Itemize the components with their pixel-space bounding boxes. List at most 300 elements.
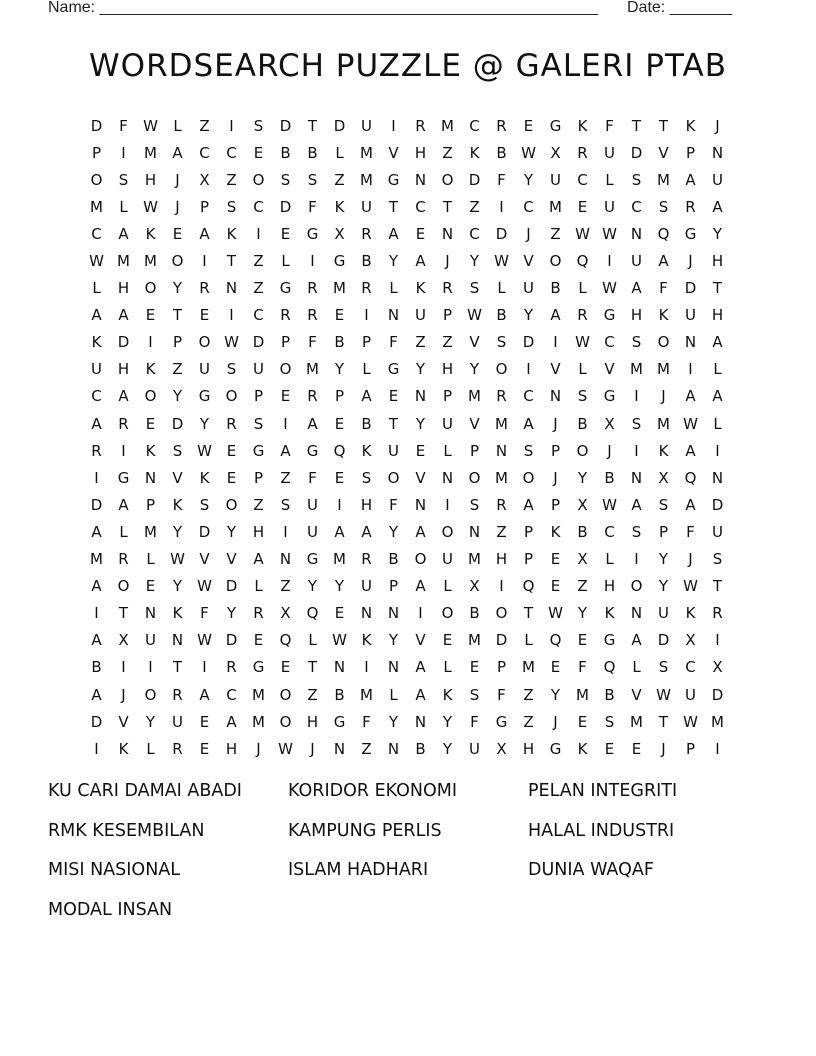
- grid-letter: I: [94, 739, 99, 758]
- grid-letter: P: [199, 197, 210, 216]
- grid-letter: L: [146, 739, 155, 758]
- grid-letter: P: [685, 739, 696, 758]
- grid-letter: N: [414, 170, 427, 189]
- grid-letter: L: [578, 279, 587, 298]
- grid-letter: Y: [442, 739, 453, 758]
- grid-letter: N: [333, 658, 346, 677]
- grid-letter: Q: [576, 252, 589, 271]
- grid-letter: D: [522, 333, 535, 352]
- grid-letter: N: [144, 604, 157, 623]
- grid-letter: A: [91, 522, 102, 541]
- grid-letter: S: [496, 333, 507, 352]
- grid-letter: A: [685, 441, 696, 460]
- name-field: Name: ________________________________________________________: [48, 0, 598, 16]
- grid-letter: M: [549, 197, 562, 216]
- grid-letter: B: [307, 143, 318, 162]
- grid-letter: H: [630, 306, 643, 325]
- grid-letter: Y: [415, 414, 426, 433]
- grid-letter: D: [333, 116, 346, 135]
- grid-letter: K: [145, 360, 156, 379]
- grid-letter: M: [630, 712, 643, 731]
- grid-letter: I: [715, 631, 720, 650]
- grid-letter: L: [335, 143, 344, 162]
- grid-letter: E: [334, 414, 345, 433]
- grid-letter: F: [578, 658, 587, 677]
- grid-letter: E: [280, 658, 291, 677]
- grid-letter: U: [361, 577, 372, 596]
- grid-letter: K: [604, 604, 615, 623]
- grid-letter: B: [496, 143, 507, 162]
- grid-letter: A: [91, 414, 102, 433]
- grid-letter: X: [712, 658, 723, 677]
- grid-letter: P: [91, 143, 102, 162]
- grid-letter: P: [523, 522, 534, 541]
- grid-letter: Z: [280, 577, 291, 596]
- grid-letter: K: [145, 441, 156, 460]
- grid-letter: J: [175, 197, 180, 216]
- grid-letter: R: [172, 739, 183, 758]
- grid-letter: Y: [172, 522, 183, 541]
- grid-letter: T: [307, 116, 318, 135]
- grid-letter: F: [308, 333, 317, 352]
- grid-letter: R: [307, 279, 318, 298]
- grid-letter: Q: [333, 441, 346, 460]
- grid-letter: A: [415, 658, 426, 677]
- grid-letter: L: [605, 550, 614, 569]
- grid-letter: Q: [603, 658, 616, 677]
- grid-letter: G: [333, 712, 346, 731]
- grid-letter: A: [712, 387, 723, 406]
- grid-letter: T: [712, 577, 723, 596]
- grid-letter: P: [469, 441, 480, 460]
- grid-letter: W: [224, 333, 239, 352]
- grid-letter: S: [469, 279, 480, 298]
- grid-letter: J: [256, 739, 261, 758]
- grid-letter: I: [283, 414, 288, 433]
- grid-letter: N: [441, 468, 454, 487]
- grid-letter: K: [361, 441, 372, 460]
- grid-letter: N: [171, 631, 184, 650]
- grid-letter: R: [91, 441, 102, 460]
- grid-letter: K: [577, 739, 588, 758]
- grid-letter: A: [361, 522, 372, 541]
- grid-letter: J: [553, 468, 558, 487]
- grid-letter: N: [225, 279, 238, 298]
- grid-letter: Z: [199, 116, 210, 135]
- grid-letter: C: [226, 143, 237, 162]
- grid-letter: I: [391, 116, 396, 135]
- grid-letter: O: [144, 279, 157, 298]
- grid-letter: I: [553, 333, 558, 352]
- grid-letter: K: [118, 739, 129, 758]
- grid-letter: A: [658, 252, 669, 271]
- grid-letter: N: [495, 441, 508, 460]
- grid-letter: O: [630, 577, 643, 596]
- grid-letter: N: [414, 495, 427, 514]
- grid-letter: K: [199, 468, 210, 487]
- grid-letter: A: [712, 197, 723, 216]
- grid-letter: B: [280, 143, 291, 162]
- grid-letter: F: [659, 279, 668, 298]
- grid-letter: S: [361, 468, 372, 487]
- grid-letter: S: [199, 495, 210, 514]
- grid-letter: S: [631, 170, 642, 189]
- grid-letter: J: [715, 116, 720, 135]
- grid-letter: M: [630, 360, 643, 379]
- grid-letter: F: [119, 116, 128, 135]
- grid-letter: M: [360, 685, 373, 704]
- grid-letter: B: [604, 685, 615, 704]
- grid-letter: P: [145, 495, 156, 514]
- grid-letter: H: [144, 170, 157, 189]
- grid-letter: U: [658, 604, 669, 623]
- grid-letter: A: [280, 441, 291, 460]
- grid-letter: V: [469, 333, 480, 352]
- grid-letter: I: [499, 577, 504, 596]
- grid-letter: M: [657, 170, 670, 189]
- grid-letter: J: [688, 252, 693, 271]
- grid-letter: Q: [306, 604, 319, 623]
- grid-letter: A: [631, 279, 642, 298]
- grid-letter: I: [418, 604, 423, 623]
- date-field: Date: _______: [627, 0, 732, 16]
- grid-letter: Y: [145, 712, 156, 731]
- grid-letter: R: [361, 224, 372, 243]
- grid-letter: L: [713, 414, 722, 433]
- grid-letter: B: [388, 550, 399, 569]
- grid-letter: W: [683, 414, 698, 433]
- grid-letter: H: [117, 279, 130, 298]
- grid-letter: A: [226, 712, 237, 731]
- grid-letter: U: [415, 306, 426, 325]
- grid-letter: P: [388, 577, 399, 596]
- grid-letter: B: [334, 685, 345, 704]
- grid-letter: O: [279, 685, 292, 704]
- grid-letter: K: [415, 279, 426, 298]
- grid-letter: E: [604, 739, 615, 758]
- grid-letter: I: [634, 441, 639, 460]
- grid-letter: S: [280, 170, 291, 189]
- grid-letter: D: [90, 116, 103, 135]
- grid-letter: A: [523, 495, 534, 514]
- grid-letter: U: [442, 414, 453, 433]
- grid-letter: P: [442, 387, 453, 406]
- grid-letter: C: [523, 387, 534, 406]
- grid-letter: O: [387, 468, 400, 487]
- grid-letter: Q: [522, 577, 535, 596]
- grid-letter: A: [388, 224, 399, 243]
- grid-letter: Y: [307, 577, 318, 596]
- grid-letter: S: [631, 414, 642, 433]
- grid-letter: Q: [684, 468, 697, 487]
- page-title: WORDSEARCH PUZZLE @ GALERI PTAB: [89, 48, 727, 84]
- grid-letter: R: [226, 414, 237, 433]
- grid-letter: O: [252, 170, 265, 189]
- grid-letter: G: [549, 739, 562, 758]
- grid-letter: D: [711, 685, 724, 704]
- grid-letter: T: [442, 197, 453, 216]
- grid-letter: U: [631, 252, 642, 271]
- grid-letter: W: [467, 306, 482, 325]
- grid-letter: V: [415, 468, 426, 487]
- grid-letter: E: [199, 712, 210, 731]
- grid-letter: A: [361, 387, 372, 406]
- grid-letter: Y: [469, 252, 480, 271]
- grid-letter: W: [197, 441, 212, 460]
- grid-letter: X: [118, 631, 129, 650]
- grid-letter: I: [229, 116, 234, 135]
- grid-letter: A: [685, 170, 696, 189]
- grid-letter: H: [252, 522, 265, 541]
- grid-letter: I: [121, 143, 126, 162]
- grid-letter: P: [523, 550, 534, 569]
- grid-letter: C: [253, 197, 264, 216]
- grid-letter: M: [90, 197, 103, 216]
- grid-letter: S: [658, 658, 669, 677]
- grid-letter: P: [361, 333, 372, 352]
- grid-letter: A: [199, 224, 210, 243]
- grid-letter: B: [496, 306, 507, 325]
- grid-letter: W: [683, 577, 698, 596]
- grid-letter: Y: [523, 306, 534, 325]
- grid-letter: P: [253, 468, 264, 487]
- grid-letter: N: [144, 468, 157, 487]
- grid-letter: S: [469, 685, 480, 704]
- word-list-item: RMK KESEMBILAN: [48, 820, 205, 841]
- grid-letter: P: [550, 441, 561, 460]
- grid-letter: R: [199, 279, 210, 298]
- grid-letter: M: [468, 550, 481, 569]
- grid-letter: F: [308, 468, 317, 487]
- grid-letter: E: [577, 631, 588, 650]
- word-list-item: DUNIA WAQAF: [528, 860, 654, 880]
- grid-letter: U: [685, 306, 696, 325]
- grid-letter: Y: [550, 685, 561, 704]
- grid-letter: N: [549, 387, 562, 406]
- grid-letter: T: [226, 252, 237, 271]
- grid-letter: L: [146, 550, 155, 569]
- grid-letter: O: [549, 252, 562, 271]
- grid-letter: A: [631, 495, 642, 514]
- grid-letter: I: [94, 604, 99, 623]
- grid-letter: G: [603, 387, 616, 406]
- grid-letter: D: [630, 143, 643, 162]
- grid-letter: Q: [279, 631, 292, 650]
- grid-letter: Y: [658, 577, 669, 596]
- grid-letter: E: [253, 631, 264, 650]
- grid-letter: Z: [253, 252, 264, 271]
- grid-letter: Y: [334, 577, 345, 596]
- grid-letter: X: [199, 170, 210, 189]
- grid-letter: Y: [226, 604, 237, 623]
- grid-letter: H: [414, 143, 427, 162]
- word-list-item: MISI NASIONAL: [48, 860, 181, 880]
- grid-letter: P: [442, 306, 453, 325]
- grid-letter: V: [172, 468, 183, 487]
- grid-letter: Z: [442, 143, 453, 162]
- grid-letter: S: [280, 495, 291, 514]
- grid-letter: W: [575, 333, 590, 352]
- grid-letter: N: [414, 387, 427, 406]
- grid-letter: H: [360, 495, 373, 514]
- grid-letter: G: [306, 441, 319, 460]
- grid-letter: X: [280, 604, 291, 623]
- grid-letter: J: [310, 739, 315, 758]
- grid-letter: S: [307, 170, 318, 189]
- grid-letter: L: [362, 360, 371, 379]
- grid-letter: L: [308, 631, 317, 650]
- grid-letter: D: [90, 495, 103, 514]
- grid-letter: U: [550, 170, 561, 189]
- grid-letter: N: [414, 712, 427, 731]
- grid-letter: O: [468, 468, 481, 487]
- grid-letter: P: [550, 495, 561, 514]
- grid-letter: O: [144, 685, 157, 704]
- grid-letter: A: [91, 685, 102, 704]
- grid-letter: U: [361, 116, 372, 135]
- grid-letter: E: [577, 197, 588, 216]
- grid-letter: S: [469, 495, 480, 514]
- grid-letter: N: [630, 604, 643, 623]
- grid-letter: X: [604, 414, 615, 433]
- grid-letter: W: [602, 279, 617, 298]
- grid-letter: A: [91, 631, 102, 650]
- grid-letter: L: [632, 658, 641, 677]
- grid-letter: M: [441, 116, 454, 135]
- grid-letter: R: [361, 550, 372, 569]
- grid-letter: K: [658, 441, 669, 460]
- grid-letter: U: [388, 441, 399, 460]
- grid-letter: K: [361, 631, 372, 650]
- grid-letter: U: [712, 170, 723, 189]
- grid-letter: O: [90, 170, 103, 189]
- grid-letter: U: [469, 739, 480, 758]
- grid-letter: M: [360, 143, 373, 162]
- grid-letter: C: [577, 170, 588, 189]
- grid-letter: U: [307, 495, 318, 514]
- grid-letter: Y: [334, 360, 345, 379]
- grid-letter: I: [283, 522, 288, 541]
- grid-letter: N: [630, 224, 643, 243]
- grid-letter: G: [603, 306, 616, 325]
- grid-letter: W: [602, 224, 617, 243]
- grid-letter: D: [468, 170, 481, 189]
- grid-letter: T: [631, 116, 642, 135]
- grid-letter: I: [634, 387, 639, 406]
- grid-letter: W: [89, 252, 104, 271]
- grid-letter: L: [254, 577, 263, 596]
- grid-letter: I: [607, 252, 612, 271]
- grid-letter: X: [496, 739, 507, 758]
- grid-letter: W: [521, 143, 536, 162]
- grid-letter: I: [202, 252, 207, 271]
- grid-letter: G: [306, 550, 319, 569]
- grid-letter: Z: [577, 577, 588, 596]
- grid-letter: J: [526, 224, 531, 243]
- grid-letter: L: [578, 360, 587, 379]
- grid-letter: U: [604, 143, 615, 162]
- grid-letter: A: [523, 414, 534, 433]
- grid-letter: I: [526, 360, 531, 379]
- grid-letter: V: [199, 550, 210, 569]
- grid-letter: E: [334, 468, 345, 487]
- grid-letter: G: [306, 224, 319, 243]
- grid-letter: E: [145, 577, 156, 596]
- grid-letter: C: [415, 197, 426, 216]
- grid-letter: P: [280, 333, 291, 352]
- grid-letter: A: [172, 143, 183, 162]
- grid-letter: X: [685, 631, 696, 650]
- grid-letter: O: [117, 577, 130, 596]
- grid-letter: U: [685, 685, 696, 704]
- grid-letter: A: [415, 685, 426, 704]
- grid-letter: P: [496, 658, 507, 677]
- grid-letter: A: [415, 252, 426, 271]
- grid-letter: Y: [388, 252, 399, 271]
- grid-letter: A: [685, 387, 696, 406]
- grid-letter: J: [661, 739, 666, 758]
- grid-letter: M: [333, 279, 346, 298]
- grid-letter: O: [495, 360, 508, 379]
- grid-letter: T: [307, 658, 318, 677]
- grid-letter: W: [278, 739, 293, 758]
- grid-letter: G: [279, 279, 292, 298]
- grid-letter: C: [469, 116, 480, 135]
- grid-letter: S: [712, 550, 723, 569]
- grid-letter: X: [469, 577, 480, 596]
- grid-letter: C: [226, 685, 237, 704]
- grid-letter: Y: [712, 224, 723, 243]
- grid-letter: E: [442, 631, 453, 650]
- grid-letter: M: [90, 550, 103, 569]
- grid-letter: B: [550, 279, 561, 298]
- grid-letter: E: [334, 604, 345, 623]
- grid-letter: M: [117, 252, 130, 271]
- grid-letter: N: [684, 333, 697, 352]
- grid-letter: E: [415, 441, 426, 460]
- grid-letter: E: [550, 577, 561, 596]
- grid-letter: B: [361, 414, 372, 433]
- grid-letter: P: [334, 387, 345, 406]
- grid-letter: P: [172, 333, 183, 352]
- grid-letter: G: [198, 387, 211, 406]
- grid-letter: I: [688, 360, 693, 379]
- grid-letter: V: [118, 712, 129, 731]
- grid-letter: A: [550, 306, 561, 325]
- grid-letter: C: [523, 197, 534, 216]
- grid-letter: W: [332, 631, 347, 650]
- grid-letter: E: [334, 306, 345, 325]
- grid-letter: A: [91, 306, 102, 325]
- grid-letter: L: [389, 279, 398, 298]
- grid-letter: I: [256, 224, 261, 243]
- grid-letter: C: [469, 224, 480, 243]
- grid-letter: X: [577, 550, 588, 569]
- grid-letter: M: [495, 468, 508, 487]
- grid-letter: K: [172, 604, 183, 623]
- grid-letter: H: [225, 739, 238, 758]
- grid-letter: D: [279, 197, 292, 216]
- grid-letter: N: [711, 468, 724, 487]
- grid-letter: M: [252, 712, 265, 731]
- grid-letter: L: [605, 170, 614, 189]
- grid-letter: O: [522, 468, 535, 487]
- grid-letter: I: [94, 468, 99, 487]
- grid-letter: N: [468, 522, 481, 541]
- grid-letter: M: [495, 414, 508, 433]
- grid-letter: Z: [253, 279, 264, 298]
- grid-letter: W: [143, 116, 158, 135]
